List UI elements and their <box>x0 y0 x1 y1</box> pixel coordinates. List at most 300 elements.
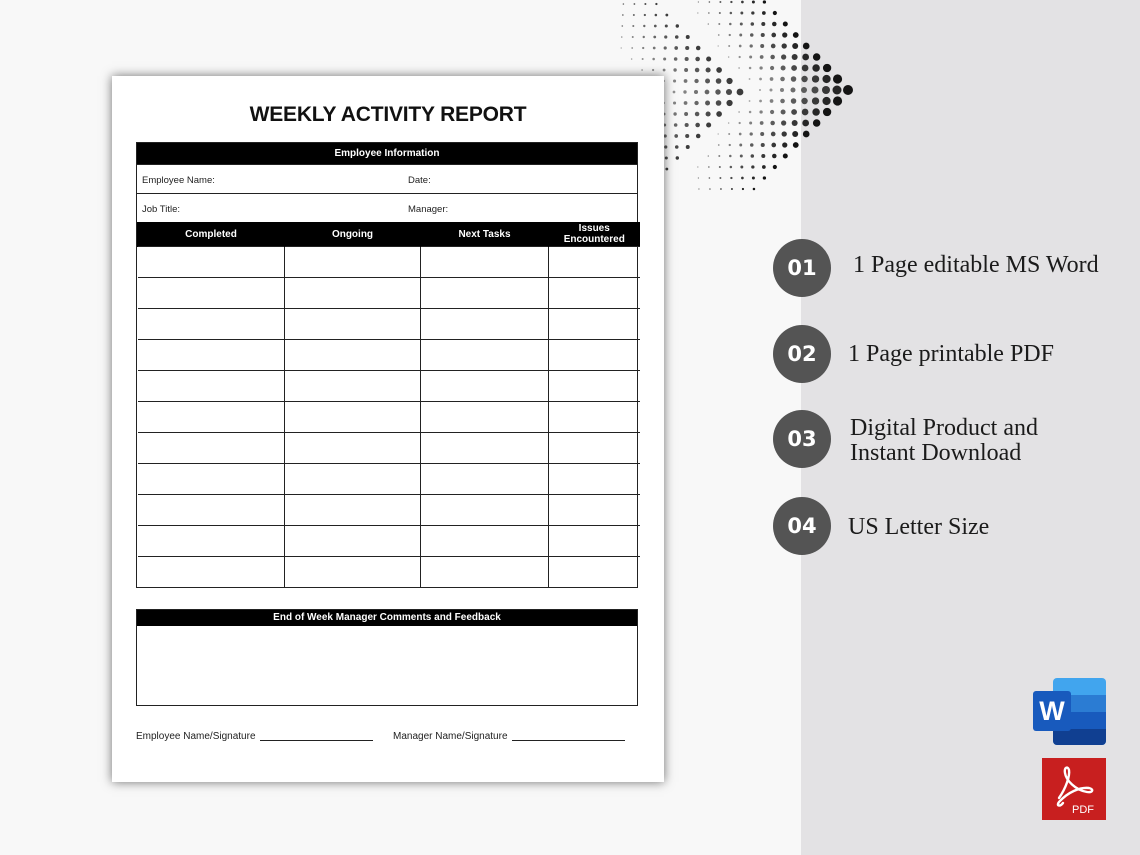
halftone-dot <box>709 1 711 3</box>
halftone-dot <box>642 47 644 49</box>
halftone-dot <box>770 89 773 92</box>
halftone-dot <box>719 166 721 168</box>
halftone-dot <box>770 55 775 60</box>
halftone-dot <box>763 0 766 3</box>
halftone-dot <box>641 69 643 71</box>
table-cell <box>285 464 421 495</box>
halftone-dot <box>739 56 741 58</box>
halftone-dot <box>770 99 774 103</box>
halftone-dot <box>802 109 809 116</box>
halftone-dot <box>694 90 698 94</box>
feature-text: 1 Page editable MS Word <box>853 252 1099 278</box>
halftone-dot <box>716 111 722 117</box>
halftone-dot <box>802 65 809 72</box>
halftone-dot <box>742 188 744 190</box>
halftone-dot <box>729 155 732 158</box>
halftone-dot <box>770 110 774 114</box>
halftone-dot <box>706 67 711 72</box>
halftone-dot <box>738 111 740 113</box>
employee-name-label: Employee Name: <box>142 175 215 186</box>
halftone-dot <box>685 46 689 50</box>
halftone-dot <box>750 44 753 47</box>
halftone-dot <box>822 75 830 83</box>
halftone-dot <box>739 122 741 124</box>
halftone-dot <box>833 74 842 83</box>
halftone-dot <box>665 156 668 159</box>
halftone-dot <box>739 133 742 136</box>
halftone-dot <box>771 33 776 38</box>
halftone-dot <box>749 100 751 102</box>
halftone-dot <box>709 177 711 179</box>
comments-header: End of Week Manager Comments and Feedback <box>137 610 637 626</box>
halftone-dot <box>694 79 698 83</box>
halftone-dot <box>770 121 775 126</box>
halftone-dot <box>730 166 733 169</box>
halftone-dot <box>751 154 755 158</box>
halftone-dot <box>739 34 742 37</box>
halftone-dot <box>708 23 710 25</box>
halftone-dot <box>718 144 720 146</box>
halftone-dot <box>781 66 786 71</box>
halftone-dot <box>673 112 676 115</box>
halftone-dot <box>782 142 787 147</box>
halftone-dot <box>716 67 722 73</box>
table-cell <box>549 309 640 340</box>
table-cell <box>421 433 549 464</box>
halftone-dot <box>759 110 762 113</box>
halftone-dot <box>684 79 688 83</box>
halftone-dot <box>782 131 787 136</box>
halftone-dot <box>729 144 731 146</box>
halftone-dot <box>763 176 766 179</box>
manager-label: Manager: <box>408 204 449 215</box>
halftone-dot <box>750 132 753 135</box>
halftone-dot <box>780 77 785 82</box>
table-cell <box>549 433 640 464</box>
halftone-dot <box>792 43 798 49</box>
halftone-dot <box>760 44 764 48</box>
halftone-dot <box>761 22 765 26</box>
halftone-dot <box>783 22 788 27</box>
halftone-dot <box>729 34 731 36</box>
table-cell <box>138 309 285 340</box>
halftone-dot <box>621 47 622 48</box>
feature-number-badge: 03 <box>773 410 831 468</box>
halftone-dot <box>728 122 730 124</box>
halftone-dot <box>709 188 711 190</box>
pdf-icon <box>1042 758 1106 820</box>
pdf-icon-label: PDF <box>1072 804 1094 816</box>
table-cell <box>285 371 421 402</box>
halftone-dot <box>750 33 754 37</box>
table-cell <box>285 526 421 557</box>
halftone-dot <box>812 75 819 82</box>
table-row <box>138 495 640 526</box>
halftone-dot <box>833 86 842 95</box>
info-row-name-date <box>137 164 637 193</box>
halftone-dot <box>730 12 733 15</box>
halftone-dot <box>674 123 678 127</box>
table-cell <box>285 433 421 464</box>
halftone-dot <box>621 25 623 27</box>
halftone-dot <box>791 65 797 71</box>
halftone-dot <box>653 36 656 39</box>
halftone-dot <box>665 168 668 171</box>
halftone-dot <box>718 23 720 25</box>
halftone-dot <box>812 97 819 104</box>
halftone-dot <box>632 25 634 27</box>
table-cell <box>549 402 640 433</box>
table-cell <box>421 464 549 495</box>
halftone-dot <box>633 3 635 5</box>
table-cell <box>421 340 549 371</box>
halftone-dot <box>633 14 635 16</box>
halftone-dot <box>752 177 755 180</box>
manager-signature-field <box>393 731 625 742</box>
halftone-dot <box>770 66 774 70</box>
halftone-dot <box>673 91 676 94</box>
halftone-dot <box>697 166 698 167</box>
halftone-dot <box>694 101 698 105</box>
halftone-dot <box>740 155 743 158</box>
halftone-dot <box>706 122 711 127</box>
halftone-dot <box>740 23 743 26</box>
halftone-dot <box>655 3 657 5</box>
halftone-dot <box>726 78 732 84</box>
table-row <box>138 464 640 495</box>
feature-number-badge: 02 <box>773 325 831 383</box>
halftone-dot <box>762 11 766 15</box>
table-cell <box>549 464 640 495</box>
halftone-dot <box>749 122 752 125</box>
table-cell <box>138 433 285 464</box>
table-cell <box>549 278 640 309</box>
halftone-dot <box>705 101 710 106</box>
table-row <box>138 557 640 588</box>
halftone-dot <box>706 56 711 61</box>
halftone-dot <box>801 87 807 93</box>
halftone-dot <box>751 11 754 14</box>
halftone-dot <box>739 45 742 48</box>
info-row-job-manager <box>137 193 637 222</box>
table-cell <box>138 495 285 526</box>
halftone-dot <box>726 100 732 106</box>
halftone-dot <box>718 34 720 36</box>
table-cell <box>138 402 285 433</box>
table-cell <box>549 247 640 278</box>
halftone-dot <box>843 85 853 95</box>
column-header-completed: Completed <box>138 222 285 247</box>
halftone-dot <box>696 46 701 51</box>
halftone-dot <box>791 109 797 115</box>
halftone-dot <box>665 14 668 17</box>
halftone-dot <box>760 132 764 136</box>
halftone-dot <box>802 120 809 127</box>
halftone-dot <box>623 3 625 5</box>
halftone-dot <box>760 121 764 125</box>
halftone-dot <box>663 69 666 72</box>
halftone-dot <box>822 86 830 94</box>
halftone-dot <box>695 57 700 62</box>
halftone-dot <box>781 110 786 115</box>
halftone-dot <box>793 142 799 148</box>
feature-text: 1 Page printable PDF <box>848 341 1054 367</box>
halftone-dot <box>780 88 784 92</box>
halftone-dot <box>696 134 701 139</box>
halftone-dot <box>731 188 733 190</box>
halftone-dot <box>652 58 655 61</box>
table-cell <box>421 495 549 526</box>
table-cell <box>549 340 640 371</box>
halftone-dot <box>782 32 787 37</box>
table-cell <box>285 557 421 588</box>
halftone-dot <box>716 100 722 106</box>
column-header-next-tasks: Next Tasks <box>421 222 549 247</box>
halftone-dot <box>719 177 721 179</box>
halftone-dot <box>761 154 765 158</box>
halftone-dot <box>684 68 688 72</box>
halftone-dot <box>740 166 743 169</box>
table-cell <box>138 247 285 278</box>
table-cell <box>285 247 421 278</box>
halftone-dot <box>771 132 776 137</box>
halftone-dot <box>759 89 761 91</box>
table-cell <box>549 495 640 526</box>
table-cell <box>421 557 549 588</box>
document-title: WEEKLY ACTIVITY REPORT <box>249 103 527 126</box>
table-cell <box>285 340 421 371</box>
halftone-dot <box>751 165 754 168</box>
halftone-dot <box>753 188 756 191</box>
halftone-dot <box>726 89 732 95</box>
halftone-dot <box>791 98 797 104</box>
table-row <box>138 278 640 309</box>
halftone-dot <box>822 97 830 105</box>
table-cell <box>285 495 421 526</box>
halftone-dot <box>622 14 624 16</box>
halftone-dot <box>654 25 657 28</box>
halftone-dot <box>708 12 710 14</box>
table-row <box>138 402 640 433</box>
table-cell <box>549 526 640 557</box>
halftone-dot <box>752 1 755 4</box>
halftone-dot <box>812 87 819 94</box>
halftone-dot <box>719 12 721 14</box>
manager-comments-box <box>136 609 638 706</box>
table-row <box>138 371 640 402</box>
table-cell <box>138 557 285 588</box>
halftone-dot <box>695 123 700 128</box>
table-cell <box>138 340 285 371</box>
halftone-dot <box>749 78 751 80</box>
ms-word-icon <box>1033 678 1106 745</box>
activity-table <box>137 222 640 587</box>
table-cell <box>138 464 285 495</box>
halftone-dot <box>759 66 762 69</box>
halftone-dot <box>812 108 820 116</box>
halftone-dot <box>673 101 676 104</box>
halftone-dot <box>803 131 810 138</box>
table-cell <box>421 402 549 433</box>
halftone-dot <box>695 68 700 73</box>
halftone-dot <box>773 11 777 15</box>
halftone-dot <box>813 119 821 127</box>
table-cell <box>549 557 640 588</box>
signature-line <box>260 740 373 741</box>
halftone-dot <box>698 1 699 2</box>
halftone-dot <box>740 12 743 15</box>
halftone-dot <box>644 14 646 16</box>
halftone-dot <box>676 156 679 159</box>
halftone-dot <box>823 64 831 72</box>
feature-text: US Letter Size <box>848 514 990 540</box>
halftone-dot <box>772 154 777 159</box>
table-cell <box>421 278 549 309</box>
halftone-dot <box>813 53 821 61</box>
halftone-dot <box>781 120 786 125</box>
halftone-dot <box>728 133 730 135</box>
halftone-dot <box>675 145 679 149</box>
halftone-dot <box>771 143 776 148</box>
date-label: Date: <box>408 175 431 186</box>
manager-signature-label: Manager Name/Signature <box>393 731 508 742</box>
halftone-dot <box>759 78 762 81</box>
halftone-dot <box>715 89 720 94</box>
halftone-dot <box>718 155 720 157</box>
halftone-dot <box>655 14 658 17</box>
halftone-dot <box>812 64 820 72</box>
employee-signature-field <box>136 731 373 742</box>
halftone-dot <box>749 56 752 59</box>
halftone-dot <box>718 45 719 46</box>
halftone-dot <box>664 145 667 148</box>
halftone-dot <box>793 32 799 38</box>
feature-text-line-2: Instant Download <box>850 440 1022 466</box>
table-cell <box>138 371 285 402</box>
halftone-dot <box>792 120 798 126</box>
halftone-dot <box>772 22 777 27</box>
halftone-dot <box>791 88 796 93</box>
halftone-dot <box>730 177 732 179</box>
table-row <box>138 433 640 464</box>
halftone-dot <box>631 58 633 60</box>
table-cell <box>285 278 421 309</box>
halftone-dot <box>791 76 797 82</box>
feature-number-badge: 04 <box>773 497 831 555</box>
halftone-dot <box>664 46 667 49</box>
halftone-dot <box>708 166 710 168</box>
word-icon-letter: W <box>1039 696 1065 726</box>
employee-signature-label: Employee Name/Signature <box>136 731 256 742</box>
halftone-dot <box>642 58 644 60</box>
halftone-dot <box>739 144 742 147</box>
halftone-dot <box>685 134 689 138</box>
halftone-dot <box>728 56 730 58</box>
halftone-dot <box>802 54 809 61</box>
halftone-dot <box>759 100 762 103</box>
halftone-dot <box>685 57 689 61</box>
halftone-dot <box>686 35 690 39</box>
halftone-dot <box>676 24 679 27</box>
halftone-dot <box>719 1 721 3</box>
halftone-dot <box>749 67 752 70</box>
table-row <box>138 309 640 340</box>
halftone-dot <box>664 134 667 137</box>
halftone-dot <box>729 23 732 26</box>
halftone-dot <box>643 36 645 38</box>
signature-line <box>512 740 625 741</box>
halftone-dot <box>674 134 678 138</box>
halftone-dot <box>762 165 766 169</box>
halftone-dot <box>684 112 688 116</box>
halftone-dot <box>708 155 710 157</box>
halftone-dot <box>738 67 740 69</box>
halftone-dot <box>673 79 676 82</box>
halftone-dot <box>781 54 786 59</box>
halftone-dot <box>801 98 807 104</box>
halftone-dot <box>632 36 634 38</box>
halftone-dot <box>664 35 667 38</box>
table-cell <box>421 309 549 340</box>
halftone-dot <box>750 143 754 147</box>
halftone-dot <box>644 3 646 5</box>
table-row <box>138 340 640 371</box>
halftone-dot <box>652 69 654 71</box>
halftone-dot <box>728 45 730 47</box>
halftone-dot <box>698 188 699 189</box>
halftone-dot <box>621 36 623 38</box>
halftone-dot <box>782 43 787 48</box>
halftone-dot <box>823 108 831 116</box>
halftone-dot <box>685 123 689 127</box>
halftone-dot <box>653 47 656 50</box>
table-cell <box>421 526 549 557</box>
halftone-dot <box>833 96 842 105</box>
halftone-dot <box>706 111 711 116</box>
halftone-dot <box>770 77 774 81</box>
halftone-dot <box>741 1 744 4</box>
halftone-dot <box>695 112 700 117</box>
table-cell <box>421 247 549 278</box>
halftone-dot <box>675 35 679 39</box>
halftone-dot <box>737 89 744 96</box>
halftone-dot <box>803 43 810 50</box>
table-cell <box>285 309 421 340</box>
feature-text-line-1: Digital Product and <box>850 415 1038 441</box>
halftone-dot <box>716 78 722 84</box>
column-header-ongoing: Ongoing <box>285 222 421 247</box>
halftone-dot <box>792 131 798 137</box>
halftone-dot <box>665 24 668 27</box>
halftone-dot <box>718 133 719 134</box>
halftone-dot <box>749 111 752 114</box>
halftone-dot <box>673 68 676 71</box>
table-cell <box>285 402 421 433</box>
halftone-dot <box>801 76 807 82</box>
halftone-dot <box>751 22 755 26</box>
halftone-dot <box>773 165 777 169</box>
halftone-dot <box>684 101 688 105</box>
job-title-label: Job Title: <box>142 204 181 215</box>
table-cell <box>421 371 549 402</box>
halftone-dot <box>760 55 764 59</box>
halftone-dot <box>761 143 765 147</box>
document-preview <box>112 76 664 782</box>
report-form <box>136 142 638 588</box>
halftone-dot <box>674 46 678 50</box>
column-header-issues: Issues Encountered <box>549 222 640 247</box>
halftone-dot <box>643 25 645 27</box>
